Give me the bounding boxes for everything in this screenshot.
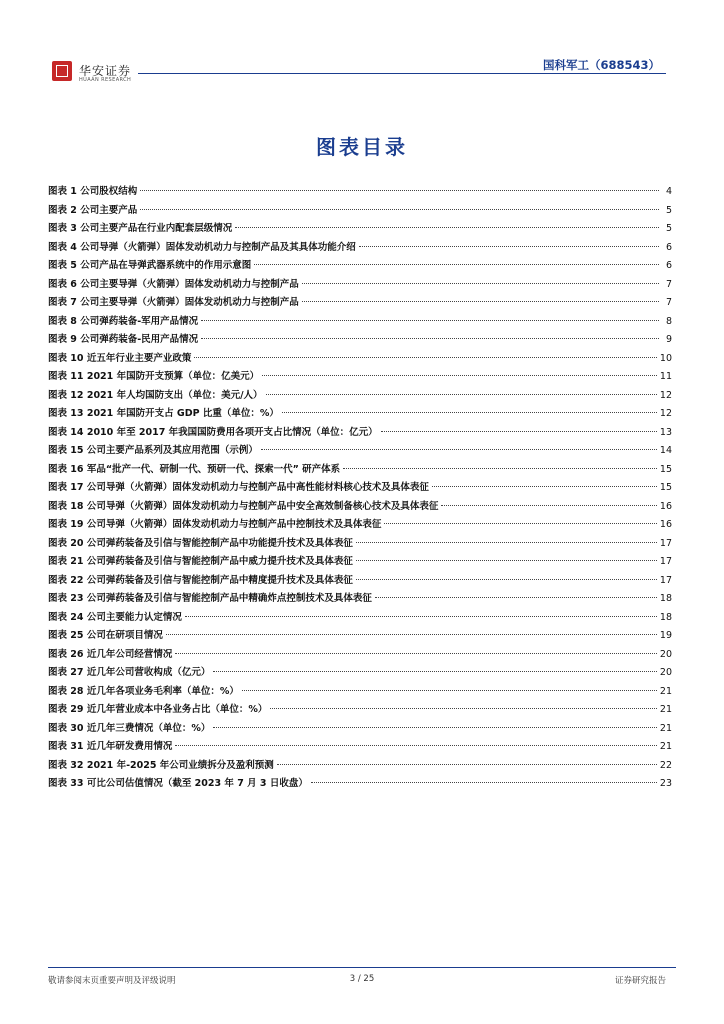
toc-leader-dots (375, 597, 657, 598)
toc-entry-label: 图表 19 公司导弹（火箭弹）固体发动机动力与控制产品中控制技术及具体表征 (48, 519, 382, 530)
toc-entry[interactable] (48, 572, 672, 591)
toc-entry-page: 5 (665, 204, 672, 216)
toc-entry-label: 图表 14 2010 年至 2017 年我国国防费用各项开支占比情况（单位：亿元） (48, 426, 378, 438)
toc-entry-label: 图表 15 公司主要产品系列及其应用范围（示例） (48, 445, 258, 456)
toc-entry-label: 图表 1 公司股权结构 (48, 186, 138, 197)
toc-entry[interactable] (48, 609, 672, 628)
toc-entry[interactable] (48, 646, 672, 665)
toc-entry-label: 图表 2 公司主要产品 (48, 204, 138, 216)
toc-entry-page: 16 (659, 519, 672, 530)
toc-entry-page: 5 (665, 223, 672, 234)
toc-entry-page: 7 (665, 297, 672, 308)
toc-entry-page: 20 (659, 648, 672, 660)
toc-leader-dots (185, 616, 657, 617)
toc-leader-dots (140, 190, 659, 191)
toc-entry-page: 20 (659, 667, 672, 678)
toc-leader-dots (282, 412, 657, 413)
toc-entry[interactable] (48, 664, 672, 683)
toc-leader-dots (356, 560, 657, 561)
toc-entry-label: 图表 10 近五年行业主要产业政策 (48, 352, 192, 364)
toc-leader-dots (356, 579, 657, 580)
toc-entry-page: 22 (659, 759, 672, 771)
toc-leader-dots (384, 523, 657, 524)
toc-entry[interactable] (48, 461, 672, 480)
header-divider (138, 73, 666, 74)
toc-entry-page: 16 (659, 500, 672, 512)
toc-leader-dots (343, 468, 657, 469)
toc-leader-dots (262, 375, 657, 376)
toc-leader-dots (311, 782, 657, 783)
toc-leader-dots (266, 394, 657, 395)
toc-entry-label: 图表 24 公司主要能力认定情况 (48, 611, 182, 623)
toc-entry-label: 图表 20 公司弹药装备及引信与智能控制产品中功能提升技术及具体表征 (48, 537, 353, 549)
toc-leader-dots (277, 764, 657, 765)
toc-entry-page: 15 (659, 463, 672, 475)
footer-divider (48, 967, 676, 968)
toc-entry[interactable] (48, 701, 672, 720)
toc-entry[interactable] (48, 683, 672, 702)
toc-entry-label: 图表 28 近几年各项业务毛利率（单位：%） (48, 685, 239, 697)
toc-entry-page: 19 (659, 630, 672, 641)
page-number: 3 / 25 (349, 974, 375, 984)
toc-leader-dots (194, 357, 657, 358)
toc-entry[interactable] (48, 350, 672, 369)
toc-entry-label: 图表 25 公司在研项目情况 (48, 630, 163, 641)
toc-entry-label: 图表 7 公司主要导弹（火箭弹）固体发动机动力与控制产品 (48, 297, 299, 308)
toc-entry[interactable] (48, 331, 672, 350)
toc-entry[interactable] (48, 775, 672, 794)
toc-entry-label: 图表 9 公司弹药装备-民用产品情况 (48, 334, 199, 345)
toc-entry[interactable] (48, 535, 672, 554)
toc-entry[interactable] (48, 757, 672, 776)
logo-subtext: HUAAN RESEARCH (79, 77, 132, 83)
toc-entry-page: 12 (659, 389, 672, 401)
toc-leader-dots (242, 690, 657, 691)
toc-entry[interactable] (48, 313, 672, 332)
toc-entry-label: 图表 8 公司弹药装备-军用产品情况 (48, 315, 199, 327)
logo-icon (52, 61, 72, 81)
toc-leader-dots (254, 264, 659, 265)
toc-entry-page: 14 (659, 445, 672, 456)
toc-entry[interactable] (48, 738, 672, 757)
toc-leader-dots (175, 653, 657, 654)
toc-leader-dots (175, 745, 657, 746)
toc-entry-page: 7 (665, 278, 672, 290)
toc-entry[interactable] (48, 387, 672, 406)
toc-entry-label: 图表 4 公司导弹（火箭弹）固体发动机动力与控制产品及其具体功能介绍 (48, 241, 356, 253)
toc-entry[interactable] (48, 202, 672, 221)
toc-entry-label: 图表 26 近几年公司经营情况 (48, 648, 173, 660)
toc-leader-dots (201, 338, 659, 339)
toc-entry[interactable] (48, 553, 672, 572)
toc-entry-page: 21 (659, 722, 672, 734)
toc-entry-label: 图表 32 2021 年-2025 年公司业绩拆分及盈利预测 (48, 759, 274, 771)
table-of-figures (48, 183, 672, 794)
toc-entry-label: 图表 18 公司导弹（火箭弹）固体发动机动力与控制产品中安全高效制备核心技术及具体表征 (48, 500, 439, 512)
toc-entry-page: 18 (659, 611, 672, 623)
toc-entry-label: 图表 30 近几年三费情况（单位：%） (48, 722, 211, 734)
toc-entry-page: 13 (659, 426, 672, 438)
toc-entry[interactable] (48, 405, 672, 424)
toc-entry[interactable] (48, 590, 672, 609)
toc-entry-label: 图表 3 公司主要产品在行业内配套层级情况 (48, 223, 233, 234)
toc-entry-page: 17 (659, 537, 672, 549)
toc-entry-label: 图表 22 公司弹药装备及引信与智能控制产品中精度提升技术及具体表征 (48, 574, 353, 586)
toc-entry[interactable] (48, 294, 672, 313)
toc-entry[interactable] (48, 498, 672, 517)
toc-entry[interactable] (48, 627, 672, 646)
footer-disclaimer: 敬请参阅末页重要声明及评级说明 (48, 976, 176, 986)
toc-entry-label: 图表 11 2021 年国防开支预算（单位：亿美元） (48, 371, 260, 382)
toc-leader-dots (213, 671, 657, 672)
toc-entry[interactable] (48, 239, 672, 258)
toc-entry[interactable] (48, 516, 672, 535)
toc-leader-dots (201, 320, 659, 321)
toc-entry-page: 21 (659, 704, 672, 715)
toc-leader-dots (140, 209, 659, 210)
toc-entry-label: 图表 5 公司产品在导弹武器系统中的作用示意图 (48, 260, 252, 271)
toc-leader-dots (302, 283, 659, 284)
toc-entry-label: 图表 12 2021 年人均国防支出（单位：美元/人） (48, 389, 263, 401)
toc-leader-dots (381, 431, 657, 432)
toc-leader-dots (235, 227, 659, 228)
toc-entry-page: 11 (659, 371, 672, 382)
toc-entry-page: 10 (659, 352, 672, 364)
toc-leader-dots (302, 301, 659, 302)
toc-entry-label: 图表 6 公司主要导弹（火箭弹）固体发动机动力与控制产品 (48, 278, 299, 290)
toc-entry-page: 12 (659, 408, 672, 419)
page-title: 图表目录 (316, 135, 408, 159)
toc-entry-label: 图表 27 近几年公司营收构成（亿元） (48, 667, 211, 678)
toc-entry-label: 图表 16 军品“批产一代、研制一代、预研一代、探索一代” 研产体系 (48, 463, 341, 475)
toc-entry[interactable] (48, 276, 672, 295)
toc-entry[interactable] (48, 424, 672, 443)
toc-entry-label: 图表 17 公司导弹（火箭弹）固体发动机动力与控制产品中高性能材料核心技术及具体表征 (48, 482, 429, 493)
toc-entry-page: 17 (659, 556, 672, 567)
toc-entry-page: 21 (659, 685, 672, 697)
toc-entry[interactable] (48, 257, 672, 276)
toc-entry[interactable] (48, 220, 672, 239)
toc-entry-page: 9 (665, 334, 672, 345)
toc-entry-label: 图表 33 可比公司估值情况（截至 2023 年 7 月 3 日收盘） (48, 778, 308, 789)
toc-entry[interactable] (48, 442, 672, 461)
toc-entry[interactable] (48, 368, 672, 387)
toc-leader-dots (270, 708, 657, 709)
toc-entry[interactable] (48, 479, 672, 498)
logo-text: 华安证券 (79, 64, 132, 78)
toc-leader-dots (213, 727, 657, 728)
toc-leader-dots (166, 634, 657, 635)
toc-leader-dots (261, 449, 657, 450)
toc-leader-dots (359, 246, 659, 247)
toc-entry-page: 21 (659, 741, 672, 752)
toc-entry[interactable] (48, 720, 672, 739)
toc-entry-page: 4 (665, 186, 672, 197)
toc-entry-page: 23 (659, 778, 672, 789)
toc-entry-label: 图表 31 近几年研发费用情况 (48, 741, 173, 752)
toc-entry-page: 15 (659, 482, 672, 493)
toc-entry-label: 图表 23 公司弹药装备及引信与智能控制产品中精确炸点控制技术及具体表征 (48, 593, 372, 604)
toc-entry-page: 6 (665, 260, 672, 271)
toc-leader-dots (356, 542, 657, 543)
toc-entry-label: 图表 13 2021 年国防开支占 GDP 比重（单位：%） (48, 408, 279, 419)
toc-entry-label: 图表 29 近几年营业成本中各业务占比（单位：%） (48, 704, 268, 715)
toc-entry-label: 图表 21 公司弹药装备及引信与智能控制产品中威力提升技术及具体表征 (48, 556, 353, 567)
toc-entry[interactable] (48, 183, 672, 202)
toc-entry-page: 17 (659, 574, 672, 586)
report-subject: 国科军工（688543） (542, 58, 660, 72)
toc-leader-dots (432, 486, 657, 487)
toc-entry-page: 8 (665, 315, 672, 327)
toc-leader-dots (441, 505, 657, 506)
toc-entry-page: 18 (659, 593, 672, 604)
toc-entry-page: 6 (665, 241, 672, 253)
footer-doc-type: 证券研究报告 (614, 976, 666, 986)
